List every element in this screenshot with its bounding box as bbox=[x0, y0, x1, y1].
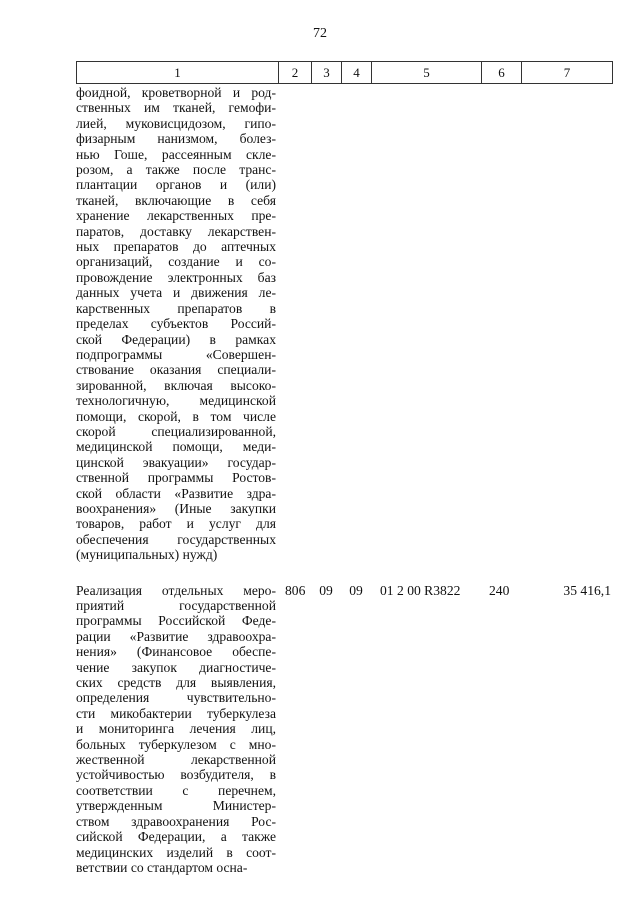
description-line: ных препаратов до аптечных bbox=[76, 239, 276, 255]
description-line: скорой специализированной, bbox=[76, 423, 276, 439]
description-line: товаров, работ и услуг для bbox=[76, 516, 276, 532]
section-code bbox=[278, 85, 311, 563]
description-line: приятий государственной bbox=[76, 598, 276, 613]
description-line: паратов, доставку лекарствен- bbox=[76, 223, 276, 239]
description-line: устойчивостью возбудителя, в bbox=[76, 767, 276, 783]
description-line: нения» (Финансовое обеспе- bbox=[76, 644, 276, 660]
category-code bbox=[341, 85, 371, 563]
description-line: определения чувствительно- bbox=[76, 690, 276, 706]
target-article-code: 01 2 00 R3822 bbox=[380, 582, 461, 598]
column-header: 7 bbox=[563, 64, 571, 80]
description-line: ственных им тканей, гемофи- bbox=[76, 100, 276, 116]
description-line: карственных препаратов в bbox=[76, 300, 276, 316]
column-header: 2 bbox=[279, 62, 312, 83]
description-line: медицинской помощи, меди- bbox=[76, 439, 276, 455]
description-line: зированной, включая высоко- bbox=[76, 377, 276, 393]
column-header: 5 bbox=[372, 62, 482, 83]
description-line: подпрограммы «Совершен- bbox=[76, 346, 276, 362]
subsection-code bbox=[311, 85, 341, 563]
target-article-code bbox=[371, 85, 481, 563]
description-line: утвержденным Министер- bbox=[76, 798, 276, 814]
description-line: физарным нанизмом, болез- bbox=[76, 131, 276, 147]
description-line: сти микобактерии туберкулеза bbox=[76, 705, 276, 721]
column-header: 3 bbox=[312, 62, 342, 83]
description-line: ских средств для выявления, bbox=[76, 675, 276, 691]
description-line: ской Федерации) в рамках bbox=[76, 331, 276, 347]
row-description bbox=[76, 583, 278, 876]
description-line: плантации органов и (или) bbox=[76, 177, 276, 193]
description-line: технологичную, медицинской bbox=[76, 393, 276, 409]
description-line: обеспечения государственных bbox=[76, 531, 276, 547]
description-line: организаций, создание и со- bbox=[76, 254, 276, 270]
description-line: больных туберкулезом с мно- bbox=[76, 736, 276, 752]
expense-type-code: 240 bbox=[489, 582, 510, 598]
expense-type-code bbox=[481, 85, 521, 563]
description-line: фоидной, кроветворной и род- bbox=[76, 85, 276, 100]
description-line: Реализация отдельных меро- bbox=[76, 582, 276, 598]
amount bbox=[521, 85, 613, 563]
description-line: помощи, скорой, в том числе bbox=[76, 408, 276, 424]
description-line: чение закупок диагностиче- bbox=[76, 659, 276, 675]
description-line: (муниципальных) нужд) bbox=[76, 547, 218, 563]
subsection-code: 09 bbox=[319, 582, 333, 598]
description-line: хранение лекарственных пре- bbox=[76, 208, 276, 224]
budget-table bbox=[76, 61, 613, 875]
section-code: 806 bbox=[285, 582, 306, 598]
description-line: рации «Развитие здравоохра- bbox=[76, 628, 276, 644]
table-row bbox=[76, 85, 613, 563]
description-line: сийской Федерации, а также bbox=[76, 829, 276, 845]
table-header bbox=[76, 61, 613, 84]
description-line: воохранения» (Иные закупки bbox=[76, 500, 276, 516]
row-description bbox=[76, 85, 278, 563]
description-line: данных учета и движения ле- bbox=[76, 285, 276, 301]
category-code: 09 bbox=[349, 582, 363, 598]
description-line: лией, муковисцидозом, гипо- bbox=[76, 115, 276, 131]
description-line: жественной лекарственной bbox=[76, 752, 276, 768]
column-header: 6 bbox=[482, 62, 522, 83]
column-header: 4 bbox=[342, 62, 372, 83]
description-line: программы Российской Феде- bbox=[76, 613, 276, 629]
description-line: соответствии с перечнем, bbox=[76, 782, 276, 798]
table-row bbox=[76, 583, 613, 876]
description-line: ством здравоохранения Рос- bbox=[76, 813, 276, 829]
description-line: пределах субъектов Россий- bbox=[76, 316, 276, 332]
description-line: и мониторинга лечения лиц, bbox=[76, 721, 276, 737]
description-line: ской области «Развитие здра- bbox=[76, 485, 276, 501]
description-line: нью Гоше, рассеянным скле- bbox=[76, 146, 276, 162]
description-line: медицинских изделий в соот- bbox=[76, 844, 276, 860]
description-line: цинской эвакуации» государ- bbox=[76, 454, 276, 470]
description-line: ветствии со стандартом осна- bbox=[76, 859, 248, 875]
column-header: 1 bbox=[77, 62, 279, 83]
page-number: 72 bbox=[313, 26, 327, 41]
description-line: розом, а также после транс- bbox=[76, 162, 276, 178]
description-line: ственной программы Ростов- bbox=[76, 470, 276, 486]
amount: 35 416,1 bbox=[563, 582, 611, 598]
description-line: тканей, включающие в себя bbox=[76, 192, 276, 208]
description-line: провождение электронных баз bbox=[76, 269, 276, 285]
description-line: ствование оказания специали- bbox=[76, 362, 276, 378]
